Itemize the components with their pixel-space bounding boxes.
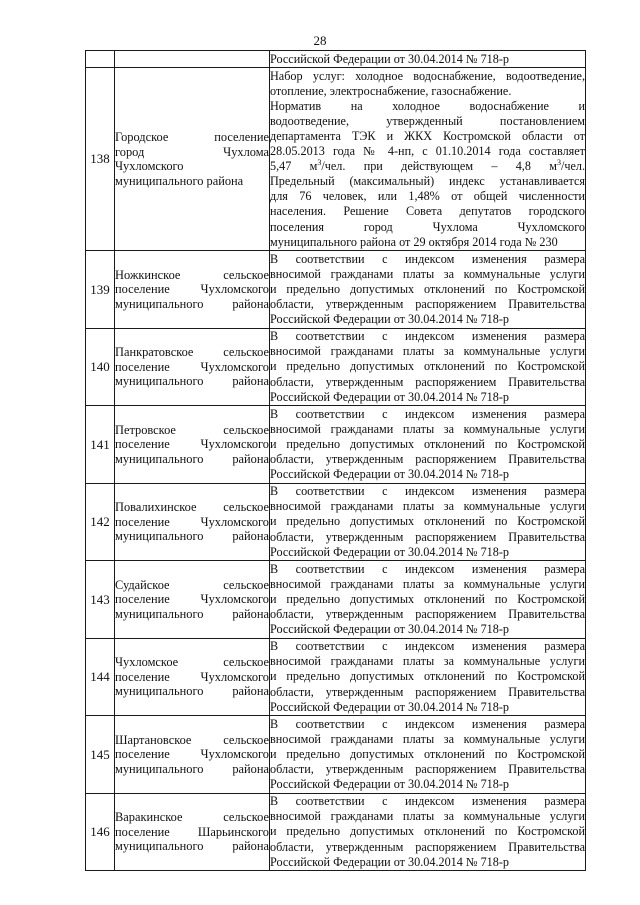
description: [270, 51, 586, 68]
description-line: и предельно допустимых отклонений по Костромской: [270, 591, 585, 606]
description-line: В соответствии с индексом изменения размера: [270, 251, 585, 266]
settlement-name-line: Ножкинское сельское: [115, 267, 269, 282]
settlement-name: [115, 638, 270, 716]
description-line: Российской Федерации от 30.04.2014 № 718-р: [270, 544, 510, 559]
settlement-name-line: муниципального района: [115, 529, 269, 544]
description-line: и предельно допустимых отклонений по Костромской: [270, 436, 585, 451]
description-line: вносимой гражданами платы за коммунальные услуги: [270, 731, 585, 746]
settlement-name: [115, 328, 270, 406]
description-line: области, утвержденным распоряжением Правительства: [270, 374, 585, 389]
row-number: 145: [86, 716, 115, 794]
description-line: области, утвержденным распоряжением Правительства: [270, 529, 585, 544]
row-number: 141: [86, 406, 115, 484]
settlement-name-line: Городское поселение: [115, 130, 269, 144]
settlement-name-line: муниципального района: [115, 374, 269, 389]
description: [270, 716, 586, 794]
settlement-name-line: муниципального района: [115, 606, 269, 621]
description-line: области, утвержденным распоряжением Правительства: [270, 684, 585, 699]
settlement-name: [115, 483, 270, 561]
table-row: [86, 793, 586, 871]
settlement-name: [115, 68, 270, 251]
description-line: и предельно допустимых отклонений по Костромской: [270, 281, 585, 296]
settlement-name: [115, 561, 270, 639]
settlement-name: [115, 793, 270, 871]
table-row: [86, 68, 586, 251]
settlement-name-line: муниципального района: [115, 761, 269, 776]
description-line: и предельно допустимых отклонений по Костромской: [270, 514, 585, 529]
description: [270, 251, 586, 329]
description-line: области, утвержденным распоряжением Правительства: [270, 762, 585, 777]
settlement-name-line: Панкратовское сельское: [115, 345, 269, 360]
description: [270, 483, 586, 561]
description-line: и предельно допустимых отклонений по Костромской: [270, 669, 585, 684]
description: [270, 68, 586, 251]
row-number: 144: [86, 638, 115, 716]
settlement-name: [115, 51, 270, 68]
description-line: В соответствии с индексом изменения размера: [270, 406, 585, 421]
description-line: Российской Федерации от 30.04.2014 № 718-р: [270, 622, 510, 637]
description-line: Российской Федерации от 30.04.2014 № 718-р: [270, 854, 510, 869]
description-line: вносимой гражданами платы за коммунальные услуги: [270, 344, 585, 359]
settlement-name-line: Варакинское сельское: [115, 810, 269, 825]
settlement-name-line: поселение Чухломского: [115, 437, 269, 452]
description-line: Российской Федерации от 30.04.2014 № 718-р: [270, 51, 510, 66]
settlement-name-line: Шартановское сельское: [115, 732, 269, 747]
table-row: [86, 561, 586, 639]
description: [270, 638, 586, 716]
settlement-name-line: Повалихинское сельское: [115, 500, 269, 515]
settlement-name: [115, 251, 270, 329]
description-line: 5,47 $м^3$/чел. при действующем – 4,8 $м^3$/чел.: [270, 158, 585, 174]
settlement-name-line: муниципального района: [115, 451, 269, 466]
description-line: населения. Решение Совета депутатов городского: [270, 204, 585, 219]
description-line: и предельно допустимых отклонений по Костромской: [270, 746, 585, 761]
table-row: [86, 51, 586, 68]
description-line: вносимой гражданами платы за коммунальные услуги: [270, 266, 585, 281]
description: [270, 561, 586, 639]
settlement-name-line: муниципального района: [115, 173, 244, 188]
description-line: В соответствии с индексом изменения размера: [270, 329, 585, 344]
row-number: 138: [86, 68, 115, 251]
description-line: вносимой гражданами платы за коммунальные услуги: [270, 499, 585, 514]
row-number: 146: [86, 793, 115, 871]
description-line: Российской Федерации от 30.04.2014 № 718-р: [270, 389, 510, 404]
description-line: водоотведение, утвержденный постановлением: [270, 113, 585, 128]
row-number: 139: [86, 251, 115, 329]
description-line: вносимой гражданами платы за коммунальные услуги: [270, 576, 585, 591]
description-line: В соответствии с индексом изменения размера: [270, 794, 585, 809]
page-number: 28: [313, 33, 327, 48]
description-line: области, утвержденным распоряжением Правительства: [270, 297, 585, 312]
description-line: Набор услуг: холодное водоснабжение, водоотведение,: [270, 68, 585, 83]
settlement-name-line: Чухломское сельское: [115, 655, 269, 670]
settlement-name-line: муниципального района: [115, 296, 269, 311]
settlement-name-line: поселение Чухломского: [115, 514, 269, 529]
settlement-name-line: город Чухлома: [115, 144, 269, 159]
description-line: и предельно допустимых отклонений по Костромской: [270, 359, 585, 374]
settlement-name-line: муниципального района: [115, 839, 269, 854]
row-number: 140: [86, 328, 115, 406]
settlement-name-line: поселение Чухломского: [115, 669, 269, 684]
description: [270, 406, 586, 484]
settlement-name-line: поселение Чухломского: [115, 592, 269, 607]
description-line: Российской Федерации от 30.04.2014 № 718-р: [270, 467, 510, 482]
description-line: муниципального района от 29 октября 2014 года № 230: [270, 234, 558, 249]
row-number: [86, 51, 115, 68]
table-row: [86, 328, 586, 406]
description-line: В соответствии с индексом изменения размера: [270, 639, 585, 654]
description-line: Российской Федерации от 30.04.2014 № 718-р: [270, 699, 510, 714]
row-number: 143: [86, 561, 115, 639]
table-row: [86, 406, 586, 484]
description-line: Российской Федерации от 30.04.2014 № 718-р: [270, 312, 510, 327]
settlement-name: [115, 716, 270, 794]
settlement-name-line: Чухломского: [115, 159, 184, 174]
row-number: 142: [86, 483, 115, 561]
description-line: 28.05.2013 года № 4-нп, с 01.10.2014 года составляет: [270, 144, 585, 159]
description: [270, 793, 586, 871]
description-line: и предельно допустимых отклонений по Костромской: [270, 824, 585, 839]
tariff-table: [85, 50, 586, 871]
settlement-name-line: муниципального района: [115, 684, 269, 699]
description-line: поселения город Чухлома Чухломского: [270, 219, 585, 234]
settlement-name: [115, 406, 270, 484]
description: [270, 328, 586, 406]
description-line: В соответствии с индексом изменения размера: [270, 561, 585, 576]
description-line: области, утвержденным распоряжением Правительства: [270, 452, 585, 467]
description-line: В соответствии с индексом изменения размера: [270, 716, 585, 731]
table-row: [86, 483, 586, 561]
description-line: вносимой гражданами платы за коммунальные услуги: [270, 421, 585, 436]
description-line: департамента ТЭК и ЖКХ Костромской области от: [270, 129, 585, 143]
settlement-name-line: Петровское сельское: [115, 422, 269, 437]
description-line: для 76 человек, или 1,48% от общей численности: [270, 189, 585, 204]
settlement-name-line: поселение Чухломского: [115, 282, 269, 297]
table-row: [86, 716, 586, 794]
description-line: Норматив на холодное водоснабжение и: [270, 98, 585, 113]
description-line: В соответствии с индексом изменения размера: [270, 484, 585, 499]
description-line: области, утвержденным распоряжением Правительства: [270, 607, 585, 622]
settlement-name-line: Судайское сельское: [115, 577, 269, 592]
description-line: вносимой гражданами платы за коммунальные услуги: [270, 809, 585, 824]
settlement-name-line: поселение Чухломского: [115, 359, 269, 374]
description-line: Российской Федерации от 30.04.2014 № 718-р: [270, 777, 510, 792]
description-line: отопление, электроснабжение, газоснабжение.: [270, 83, 512, 98]
table-row: [86, 251, 586, 329]
description-line: области, утвержденным распоряжением Правительства: [270, 839, 585, 854]
description-line: Предельный (максимальный) индекс устанавливается: [270, 174, 585, 189]
description-line: вносимой гражданами платы за коммунальные услуги: [270, 654, 585, 669]
settlement-name-line: поселение Чухломского: [115, 747, 269, 762]
table-row: [86, 638, 586, 716]
settlement-name-line: поселение Шарьинского: [115, 824, 269, 839]
